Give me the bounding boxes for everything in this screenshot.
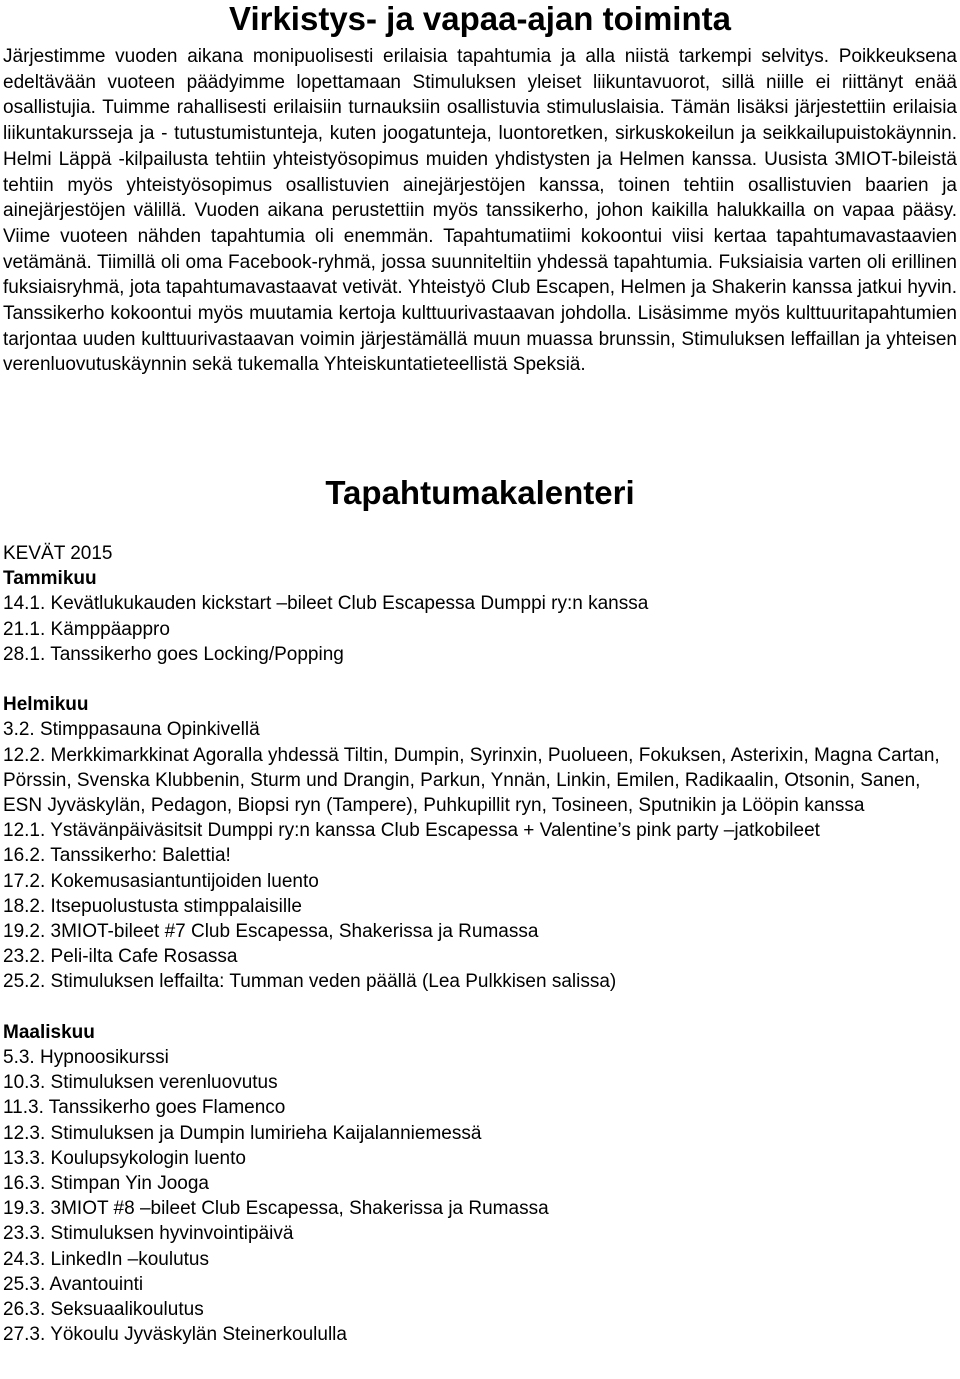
event-calendar [3, 541, 957, 1347]
calendar-event: 26.3. Seksuaalikoulutus [3, 1299, 204, 1321]
calendar-event: 5.3. Hypnoosikurssi [3, 1047, 169, 1069]
month-heading: Maaliskuu [3, 1021, 95, 1043]
intro-paragraph: Järjestimme vuoden aikana monipuolisesti erilaisia tapahtumia ja alla niistä tarkempi selvitys. Poikkeuksena edeltävään vuoteen päädyimme lopettamaan Stimuluksen yleiset liikuntavuorot, sillä niille ei riittänyt enää osallistujia. Tuimme rahallisesti erilaisiin turnauksiin osallistuvia stimuluslaisia. Tämän lisäksi järjestettiin erilaisia liikuntakursseja ja - tutustumistunteja, kuten joogatunteja, luontoretken, sirkuskokeilun ja seikkailupuistokäynnin. Helmi Läppä -kilpailusta tehtiin yhteistyösopimus muiden yhdistysten ja Helmen kanssa. Uusista 3MIOT-bileistä tehtiin myös yhteistyösopimus osallistuvien ainejärjestöjen kanssa, toinen tehtiin osallistuvien baarien ja ainejärjestöjen välillä. Vuoden aikana perustettiin myös tanssikerho, johon kaikilla halukkailla on vapaa pääsy. Viime vuoteen nähden tapahtumia oli enemmän. Tapahtumatiimi kokoontui viisi kertaa tapahtumavastaavien vetämänä. Tiimillä oli oma Facebook-ryhmä, jossa suunniteltiin yhdessä tapahtumia. Fuksiaisia varten oli erillinen fuksiaisryhmä, jota tapahtumavastaavat vetivät. Yhteistyö Club Escapen, Helmen ja Shakerin kanssa jatkui hyvin. Tanssikerho kokoontui myös muutamia kertoja kulttuurivastaavan johdolla. Lisäsimme myös kulttuuritapahtumien tarjontaa uuden kulttuurivastaavan voimin järjestämällä muun muassa brunssin, Stimuluksen leffaillan ja yhteisen verenluovutuskäynnin sekä tukemalla Yhteiskuntatieteellistä Speksiä. [3, 46, 957, 376]
calendar-event: 12.2. Merkkimarkkinat Agoralla yhdessä Tiltin, Dumpin, Syrinxin, Puolueen, Fokuksen, Asterixin, Magna Cartan, Pörssin, Svenska Klubbenin, Sturm und Drangin, Parkun, Ynnän, Linkin, Emilen, Radikaalin, Otsonin, Sanen, ESN Jyväskylän, Pedagon, Biopsi ryn (Tampere), Puhkupillit ryn, Tosineen, Sputnikin ja Lööpin kanssa [3, 744, 940, 817]
calendar-event: 25.2. Stimuluksen leffailta: Tumman veden päällä (Lea Pulkkisen salissa) [3, 971, 617, 993]
season-label: KEVÄT 2015 [3, 543, 113, 564]
calendar-event: 23.2. Peli-ilta Cafe Rosassa [3, 946, 238, 968]
calendar-event: 21.1. Kämppäappro [3, 618, 170, 640]
calendar-event: 23.3. Stimuluksen hyvinvointipäivä [3, 1223, 294, 1245]
calendar-event: 18.2. Itsepuolustusta stimppalaisille [3, 895, 302, 917]
month-heading: Helmikuu [3, 694, 89, 716]
calendar-event: 28.1. Tanssikerho goes Locking/Popping [3, 643, 344, 665]
calendar-event: 14.1. Kevätlukukauden kickstart –bileet Club Escapessa Dumppi ry:n kanssa [3, 593, 649, 615]
calendar-event: 19.3. 3MIOT #8 –bileet Club Escapessa, Shakerissa ja Rumassa [3, 1198, 549, 1220]
calendar-event: 25.3. Avantouinti [3, 1273, 144, 1295]
month-heading: Tammikuu [3, 568, 97, 590]
calendar-event: 17.2. Kokemusasiantuntijoiden luento [3, 870, 319, 892]
page-title: Virkistys- ja vapaa-ajan toiminta [229, 0, 731, 37]
calendar-event: 16.2. Tanssikerho: Balettia! [3, 845, 231, 867]
calendar-event: 27.3. Yökoulu Jyväskylän Steinerkoululla [3, 1324, 347, 1346]
calendar-event: 3.2. Stimppasauna Opinkivellä [3, 719, 260, 741]
calendar-title: Tapahtumakalenteri [325, 474, 635, 511]
calendar-event: 13.3. Koulupsykologin luento [3, 1147, 246, 1169]
calendar-event: 16.3. Stimpan Yin Jooga [3, 1173, 209, 1195]
calendar-event: 10.3. Stimuluksen verenluovutus [3, 1072, 278, 1094]
calendar-event: 12.1. Ystävänpäiväsitsit Dumppi ry:n kanssa Club Escapessa + Valentine’s pink party –jatkobileet [3, 820, 820, 842]
calendar-event: 12.3. Stimuluksen ja Dumpin lumirieha Kaijalanniemessä [3, 1122, 482, 1144]
calendar-event: 24.3. LinkedIn –koulutus [3, 1248, 209, 1270]
calendar-event: 11.3. Tanssikerho goes Flamenco [3, 1097, 286, 1119]
calendar-event: 19.2. 3MIOT-bileet #7 Club Escapessa, Shakerissa ja Rumassa [3, 921, 539, 943]
